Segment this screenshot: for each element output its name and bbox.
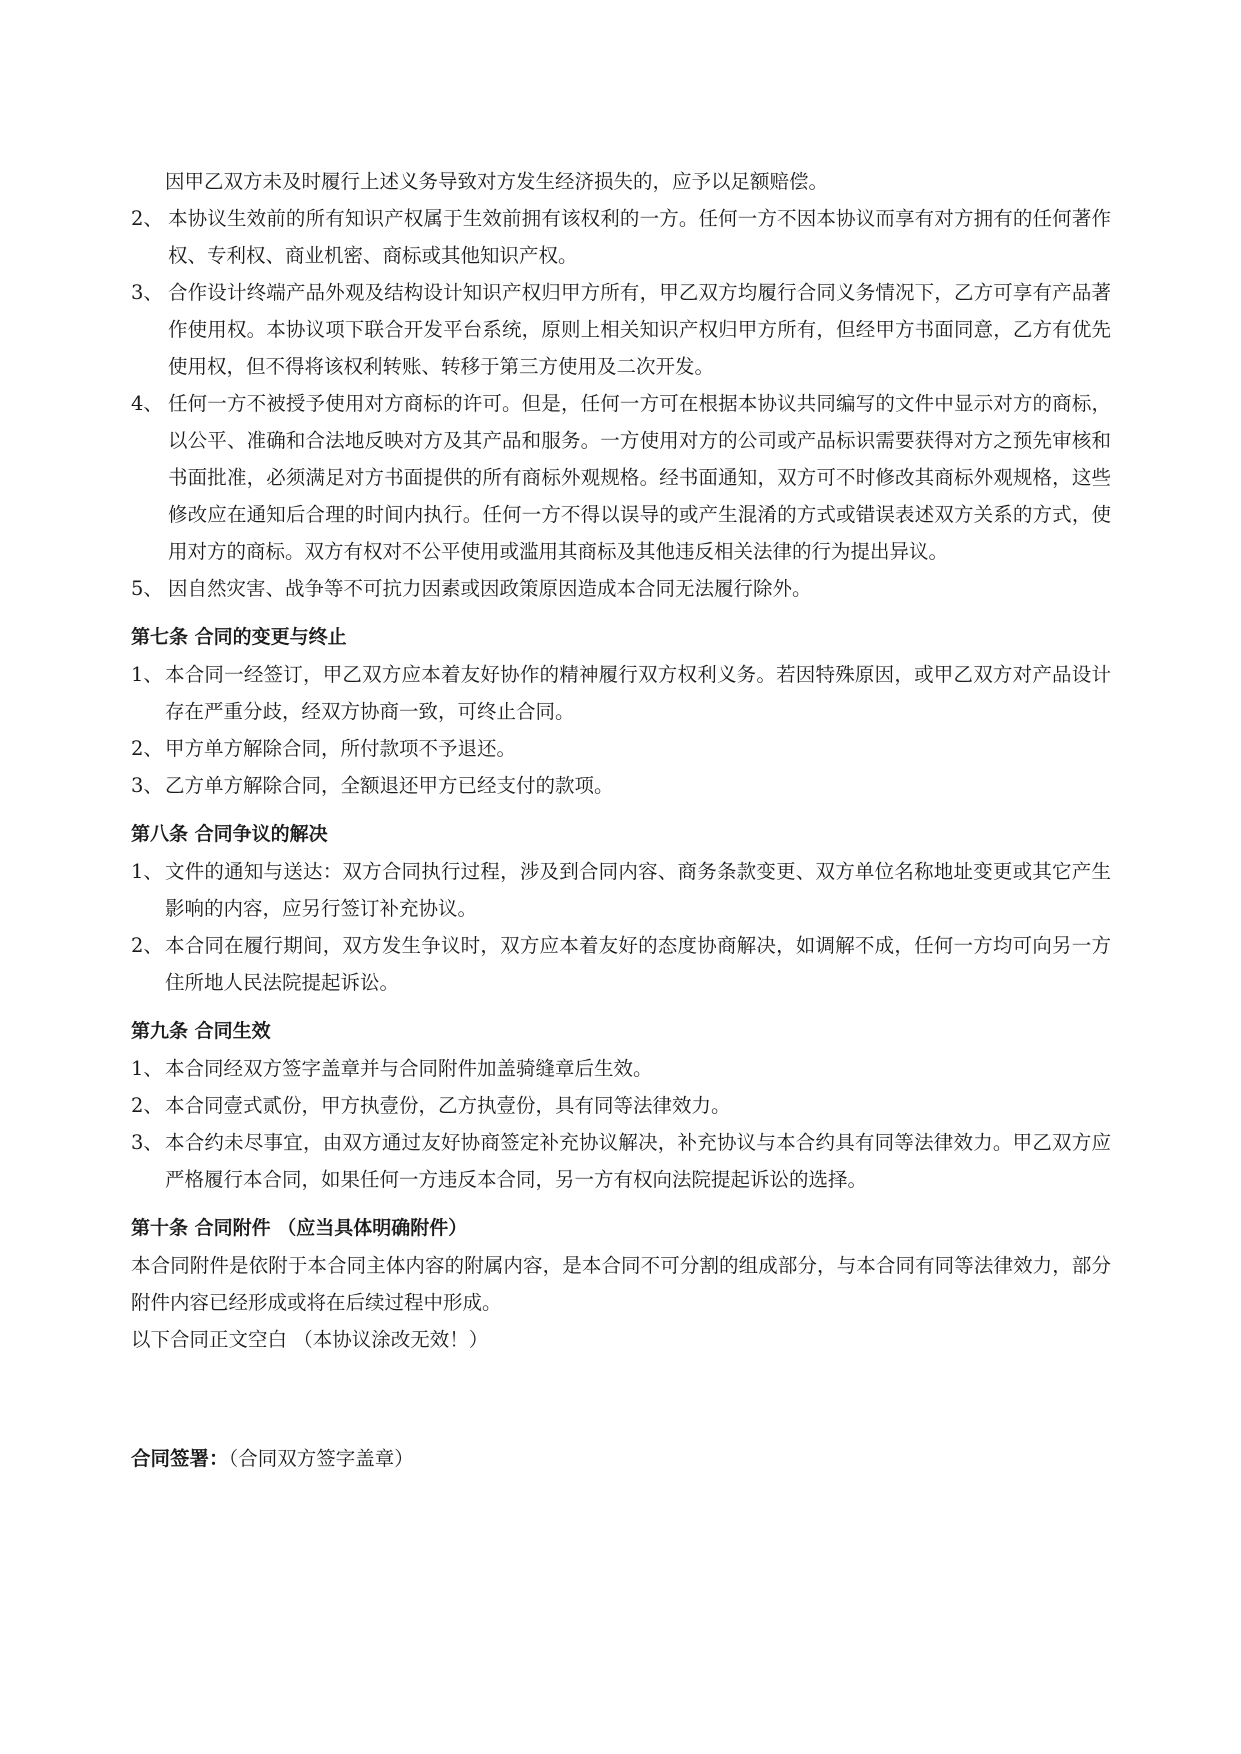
clause-text: 本协议生效前的所有知识产权属于生效前拥有该权利的一方。任何一方不因本协议而享有对方拥有的任何著作权、专利权、商业机密、商标或其他知识产权。 [168,207,1111,267]
clause-text: 因自然灾害、战争等不可抗力因素或因政策原因造成本合同无法履行除外。 [168,577,812,600]
clause-number: 4、 [131,392,163,415]
clause-text: 任何一方不被授予使用对方商标的许可。但是，任何一方可在根据本协议共同编写的文件中显示对方的商标，以公平、准确和合法地反映对方及其产品和服务。一方使用对方的公司或产品标识需要获得对方之预先审核和书面批准，必须满足对方书面提供的所有商标外观规格。经书面通知，双方可不时修改其商标外观规格，这些修改应在通知后合理的时间内执行。任何一方不得以误导的或产生混淆的方式或错误表述双方关系的方式，使用对方的商标。双方有权对不公平使用或滥用其商标及其他违反相关法律的行为提出异议。 [168,392,1111,563]
clause-number: 2、 [131,207,163,230]
spacer [131,1358,1111,1440]
clause-item [131,200,1111,274]
clause-text: 文件的通知与送达：双方合同执行过程，涉及到合同内容、商务条款变更、双方单位名称地址变更或其它产生影响的内容，应另行签订补充协议。 [165,860,1111,920]
clause-item [131,767,1111,804]
section-heading-7: 第七条 合同的变更与终止 [131,626,347,648]
document-body [131,163,1111,1477]
clause-item [131,853,1111,927]
clause-text: 甲方单方解除合同，所付款项不予退还。 [165,737,517,760]
clause-item [131,927,1111,1001]
clause-item [131,1124,1111,1198]
clause-text: 本合同壹式贰份，甲方执壹份，乙方执壹份，具有同等法律效力。 [165,1094,731,1117]
signature-note: （合同双方签字盖章） [228,1447,414,1470]
attachment-paragraph: 本合同附件是依附于本合同主体内容的附属内容，是本合同不可分割的组成部分，与本合同有同等法律效力，部分附件内容已经形成或将在后续过程中形成。 [131,1254,1111,1314]
clause-number: 3、 [131,774,163,797]
clause-number: 2、 [131,934,163,957]
clause-item [131,656,1111,730]
clause-text: 合作设计终端产品外观及结构设计知识产权归甲方所有，甲乙双方均履行合同义务情况下，乙方可享有产品著作使用权。本协议项下联合开发平台系统，原则上相关知识产权归甲方所有，但经甲方书面同意，乙方有优先使用权，但不得将该权利转账、转移于第三方使用及二次开发。 [168,281,1111,378]
clause-number: 2、 [131,1094,163,1117]
clause-text: 本合同经双方签字盖章并与合同附件加盖骑缝章后生效。 [165,1057,653,1080]
clause-number: 1、 [131,1057,163,1080]
clause-text: 本合约未尽事宜，由双方通过友好协商签定补充协议解决，补充协议与本合约具有同等法律效力。甲乙双方应严格履行本合同，如果任何一方违反本合同，另一方有权向法院提起诉讼的选择。 [165,1131,1111,1191]
clause-number: 5、 [131,577,163,600]
signature-line [131,1440,1111,1477]
section-heading-9: 第九条 合同生效 [131,1020,271,1042]
section-heading-10: 第十条 合同附件 （应当具体明确附件） [131,1217,468,1239]
clause-text: 本合同一经签订，甲乙双方应本着友好协作的精神履行双方权利义务。若因特殊原因，或甲乙双方对产品设计存在严重分歧，经双方协商一致，可终止合同。 [165,663,1111,723]
clause-number: 1、 [131,860,163,883]
clause-continuation: 因甲乙双方未及时履行上述义务导致对方发生经济损失的，应予以足额赔偿。 [165,170,829,193]
section-heading-8: 第八条 合同争议的解决 [131,823,328,845]
clause-text: 乙方单方解除合同，全额退还甲方已经支付的款项。 [165,774,614,797]
blank-note: 以下合同正文空白 （本协议涂改无效！） [131,1328,489,1351]
clause-item [131,274,1111,385]
clause-number: 3、 [131,281,163,304]
clause-item [131,730,1111,767]
clause-item [131,1087,1111,1124]
clause-item [131,570,1111,607]
clause-number: 1、 [131,663,163,686]
clause-number: 2、 [131,737,163,760]
clause-item [131,1050,1111,1087]
clause-text: 本合同在履行期间，双方发生争议时，双方应本着友好的态度协商解决，如调解不成，任何一方均可向另一方住所地人民法院提起诉讼。 [165,934,1111,994]
signature-label: 合同签署： [131,1447,229,1470]
clause-item [131,385,1111,570]
clause-number: 3、 [131,1131,163,1154]
